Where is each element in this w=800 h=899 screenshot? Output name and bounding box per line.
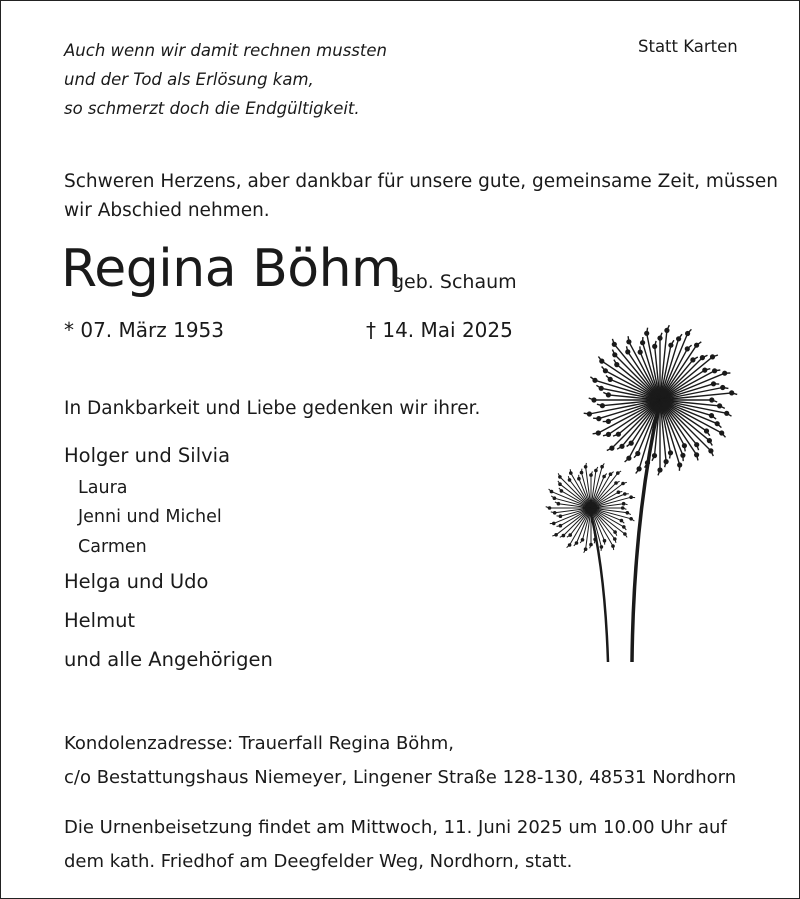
- quote-line-3: so schmerzt doch die Endgültigkeit.: [64, 99, 360, 118]
- condolence-line-1: Kondolenzadresse: Trauerfall Regina Böhm,: [64, 733, 454, 754]
- quote-line-1: Auch wenn wir damit rechnen mussten: [64, 41, 387, 60]
- maiden-name: geb. Schaum: [392, 271, 517, 293]
- small-dandelion-head: [546, 463, 635, 553]
- mourner-carmen: Carmen: [78, 537, 147, 557]
- deceased-name: Regina Böhm: [61, 239, 402, 299]
- birth-date: * 07. März 1953: [64, 318, 225, 342]
- quote-line-2: und der Tod als Erlösung kam,: [64, 70, 314, 89]
- intro-line-1: Schweren Herzens, aber dankbar für unsere gute, gemeinsame Zeit, müssen: [64, 171, 779, 192]
- large-dandelion-head: [584, 325, 738, 475]
- condolence-line-2: c/o Bestattungshaus Niemeyer, Lingener Straße 128-130, 48531 Nordhorn: [64, 767, 737, 788]
- mourner-holger-silvia: Holger und Silvia: [64, 444, 231, 467]
- quote-block: [64, 36, 387, 123]
- burial-line-1: Die Urnenbeisetzung findet am Mittwoch, 11. Juni 2025 um 10.00 Uhr auf: [64, 817, 727, 838]
- burial-line-2: dem kath. Friedhof am Deegfelder Weg, Nordhorn, statt.: [64, 851, 573, 872]
- statt-karten-label: Statt Karten: [638, 37, 738, 56]
- death-date: † 14. Mai 2025: [366, 318, 513, 342]
- intro-text: [64, 167, 778, 225]
- mourner-laura: Laura: [78, 478, 128, 498]
- condolence-address: [64, 727, 736, 795]
- mourner-all-relatives: und alle Angehörigen: [64, 648, 273, 671]
- mourner-helga-udo: Helga und Udo: [64, 570, 209, 593]
- mourner-jenni-michel: Jenni und Michel: [78, 507, 222, 527]
- mourner-helmut: Helmut: [64, 609, 136, 632]
- memory-line: In Dankbarkeit und Liebe gedenken wir ihrer.: [64, 398, 481, 419]
- dandelion-icon: [530, 320, 750, 670]
- intro-line-2: wir Abschied nehmen.: [64, 200, 270, 221]
- burial-info: [64, 811, 727, 879]
